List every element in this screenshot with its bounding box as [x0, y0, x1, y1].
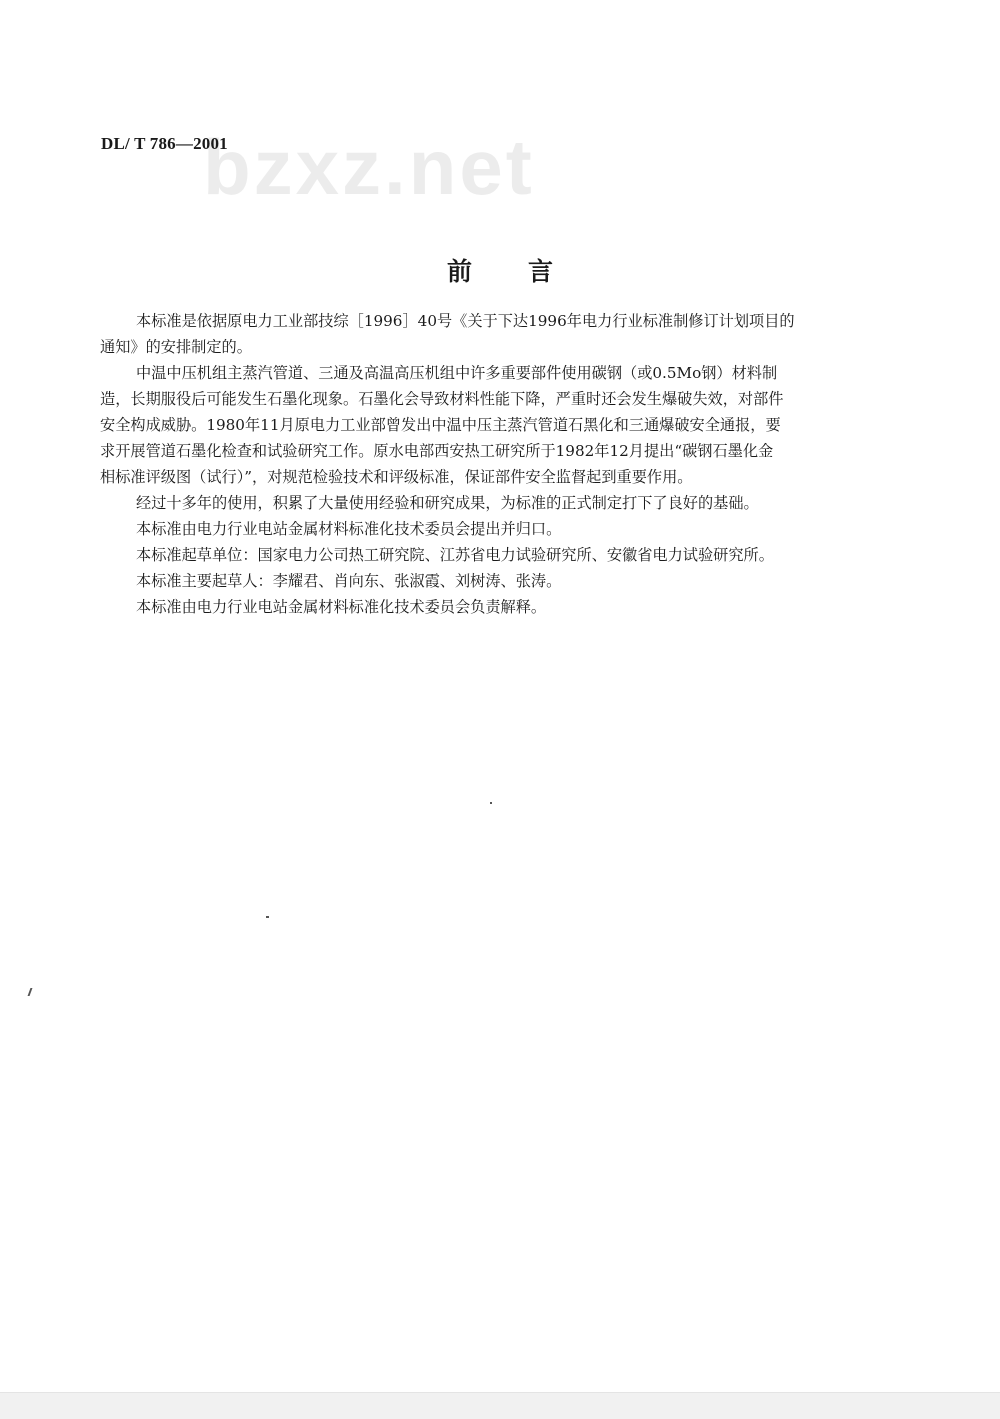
paragraph-line: 经过十多年的使用，积累了大量使用经验和研究成果，为标准的正式制定打下了良好的基础。	[136, 494, 759, 512]
page-title: 前言	[446, 257, 609, 286]
paragraph-7	[136, 594, 874, 620]
page-bottom-edge	[0, 1392, 1000, 1419]
paragraph-1	[100, 308, 874, 360]
paragraph-line: 本标准主要起草人：李耀君、肖向东、张淑霞、刘树涛、张涛。	[136, 572, 562, 590]
paragraph-5	[136, 542, 874, 568]
paragraph-line: 本标准由电力行业电站金属材料标准化技术委员会负责解释。	[136, 598, 547, 616]
scan-speck	[490, 802, 492, 804]
paragraph-6	[136, 568, 874, 594]
paragraph-line: 通知》的安排制定的。	[100, 338, 252, 356]
paragraph-line: 本标准起草单位：国家电力公司热工研究院、江苏省电力试验研究所、安徽省电力试验研究所。	[136, 546, 774, 564]
watermark: bzxz.net	[203, 123, 535, 211]
standard-code: DL/ T 786—2001	[101, 134, 228, 153]
scan-speck	[266, 916, 269, 918]
paragraph-4	[136, 516, 874, 542]
scan-speck	[28, 988, 33, 996]
paragraph-line: 安全构成威胁。1980年11月原电力工业部曾发出中温中压主蒸汽管道石黑化和三通爆破安全通报，要	[100, 416, 781, 434]
paragraph-line: 中温中压机组主蒸汽管道、三通及高温高压机组中许多重要部件使用碳钢（或0.5Mo钢）材料制	[136, 364, 778, 382]
paragraph-line: 本标准是依据原电力工业部技综［1996］40号《关于下达1996年电力行业标准制修订计划项目的	[136, 312, 795, 330]
paragraph-2	[100, 360, 874, 490]
body-text	[100, 308, 874, 620]
paragraph-line: 本标准由电力行业电站金属材料标准化技术委员会提出并归口。	[136, 520, 562, 538]
paragraph-line: 求开展管道石墨化检查和试验研究工作。原水电部西安热工研究所于1982年12月提出“碳钢石墨化金	[100, 442, 774, 460]
paragraph-line: 造，长期服役后可能发生石墨化现象。石墨化会导致材料性能下降，严重时还会发生爆破失效，对部件	[100, 390, 784, 408]
paragraph-3	[136, 490, 874, 516]
paragraph-line: 相标准评级图（试行）”，对规范检验技术和评级标准，保证部件安全监督起到重要作用。	[100, 468, 693, 486]
